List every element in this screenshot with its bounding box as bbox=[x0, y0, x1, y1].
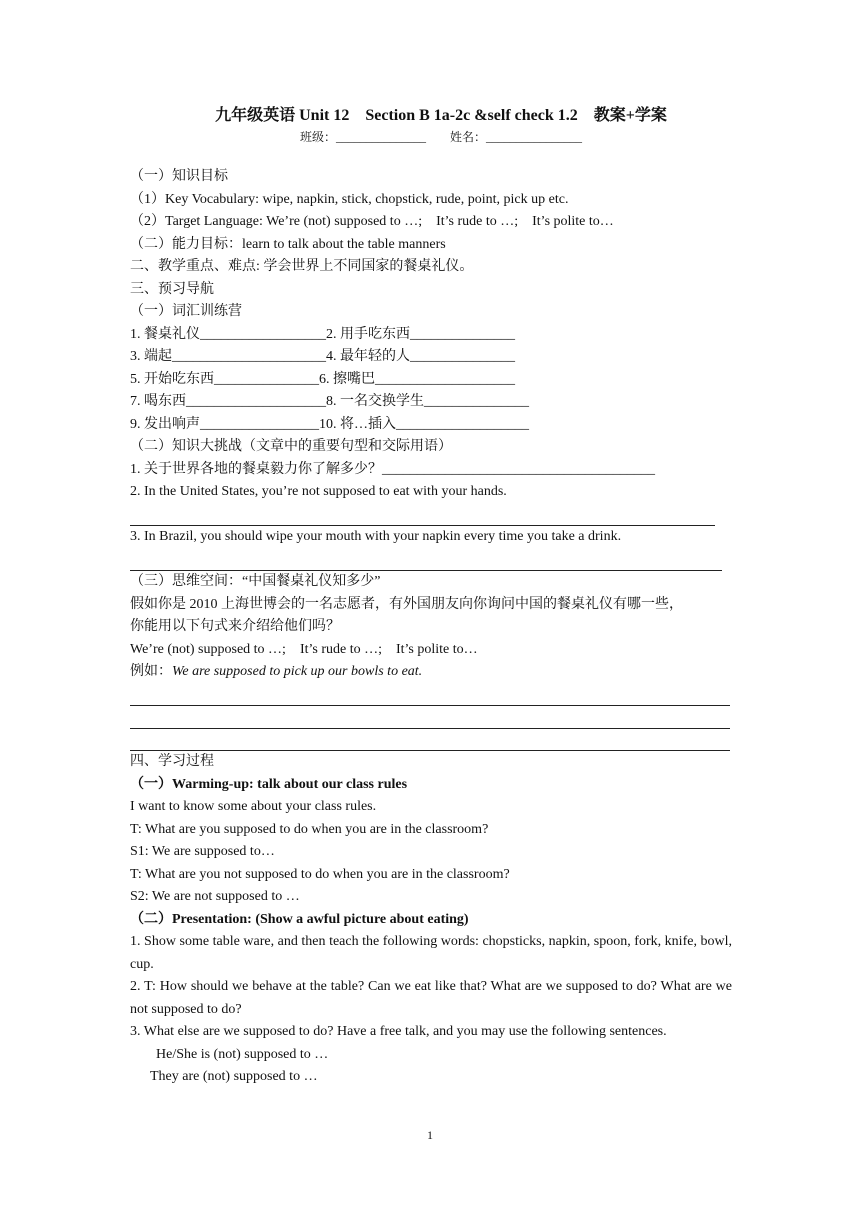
sample-sentence: They are (not) supposed to … bbox=[150, 1069, 318, 1084]
example-line bbox=[130, 661, 732, 684]
presentation-heading: （二）Presentation: (Show a awful picture about eating) bbox=[130, 911, 469, 927]
vocab-row: 9. 发出响声_________________10. 将…插入___________________ bbox=[130, 416, 529, 432]
answer-line bbox=[130, 684, 730, 707]
thinking-prompt-line-2: 你能用以下句式来介绍给他们吗？ bbox=[130, 619, 340, 634]
warmup-heading: （一）Warming-up: talk about our class rules bbox=[130, 776, 408, 792]
question-3: 3. In Brazil, you should wipe your mouth with your napkin every time you take a drink. bbox=[130, 529, 622, 544]
target-language: （2）Target Language: We’re (not) supposed to …; It’s rude to …; It’s polite to… bbox=[130, 214, 614, 229]
warmup-line: S2: We are not supposed to … bbox=[130, 889, 300, 904]
presentation-step-2: 2. T: How should we behave at the table? Can we eat like that? What are we supposed to do? What are we not supposed to do? bbox=[130, 979, 732, 1017]
answer-line bbox=[130, 729, 730, 752]
vocab-row: 1. 餐桌礼仪__________________2. 用手吃东西_______________ bbox=[130, 326, 515, 342]
vocab-heading: （一）词汇训练营 bbox=[130, 304, 242, 319]
warmup-line: S1: We are supposed to… bbox=[130, 844, 275, 859]
thinking-prompt-line-1: 假如你是 2010 上海世博会的一名志愿者，有外国朋友向你询问中国的餐桌礼仪有哪一些， bbox=[130, 596, 683, 612]
vocab-row: 5. 开始吃东西_______________6. 擦嘴巴____________________ bbox=[130, 371, 515, 387]
thinking-heading: （三）思维空间：“中国餐桌礼仪知多少” bbox=[130, 574, 381, 589]
knowledge-heading: （一）知识目标 bbox=[130, 169, 228, 184]
sample-sentence: He/She is (not) supposed to … bbox=[156, 1046, 329, 1062]
example-text: We are supposed to pick up our bowls to eat. bbox=[172, 664, 423, 679]
challenge-heading: （二）知识大挑战（文章中的重要句型和交际用语） bbox=[130, 439, 452, 454]
name-label: 姓名： bbox=[450, 130, 487, 144]
question-1: 1. 关于世界各地的餐桌毅力你了解多少？_______________________________________ bbox=[130, 461, 655, 477]
vocab-row: 3. 端起______________________4. 最年轻的人_______________ bbox=[130, 349, 515, 364]
presentation-step-1: 1. Show some table ware, and then teach the following words: chopsticks, napkin, spoon, fork, knife, bowl, cup. bbox=[130, 934, 732, 972]
answer-line bbox=[130, 504, 715, 527]
vocab-row: 7. 喝东西____________________8. 一名交换学生_______________ bbox=[130, 394, 529, 409]
class-label: 班级： bbox=[299, 130, 336, 144]
sentence-patterns: We’re (not) supposed to …; It’s rude to …; It’s polite to… bbox=[130, 641, 478, 657]
document-title: 九年级英语 Unit 12 Section B 1a-2c &self check 1.2 教案+学案 bbox=[215, 107, 667, 124]
class-name-line bbox=[150, 128, 732, 146]
answer-line bbox=[130, 706, 730, 729]
example-label: 例如： bbox=[130, 664, 172, 679]
warmup-line: T: What are you supposed to do when you are in the classroom? bbox=[130, 821, 489, 837]
page-number: 1 bbox=[427, 1128, 433, 1142]
ability-goal: （二）能力目标：learn to talk about the table manners bbox=[130, 236, 446, 252]
page-content bbox=[130, 104, 732, 1089]
key-vocabulary: （1）Key Vocabulary: wipe, napkin, stick, chopstick, rude, point, pick up etc. bbox=[130, 191, 569, 207]
question-2: 2. In the United States, you’re not supposed to eat with your hands. bbox=[130, 484, 507, 499]
teaching-focus: 二、教学重点、难点: 学会世界上不同国家的餐桌礼仪。 bbox=[130, 259, 474, 274]
process-heading: 四、学习过程 bbox=[130, 754, 214, 769]
preview-heading: 三、预习导航 bbox=[130, 281, 214, 297]
class-blank: _______________ bbox=[336, 130, 426, 144]
presentation-step-3: 3. What else are we supposed to do? Have a free talk, and you may use the following sentences. bbox=[130, 1024, 667, 1039]
answer-line bbox=[130, 549, 722, 572]
warmup-line: T: What are you not supposed to do when you are in the classroom? bbox=[130, 866, 510, 882]
name-blank: ________________ bbox=[486, 130, 583, 144]
warmup-line: I want to know some about your class rules. bbox=[130, 799, 377, 814]
